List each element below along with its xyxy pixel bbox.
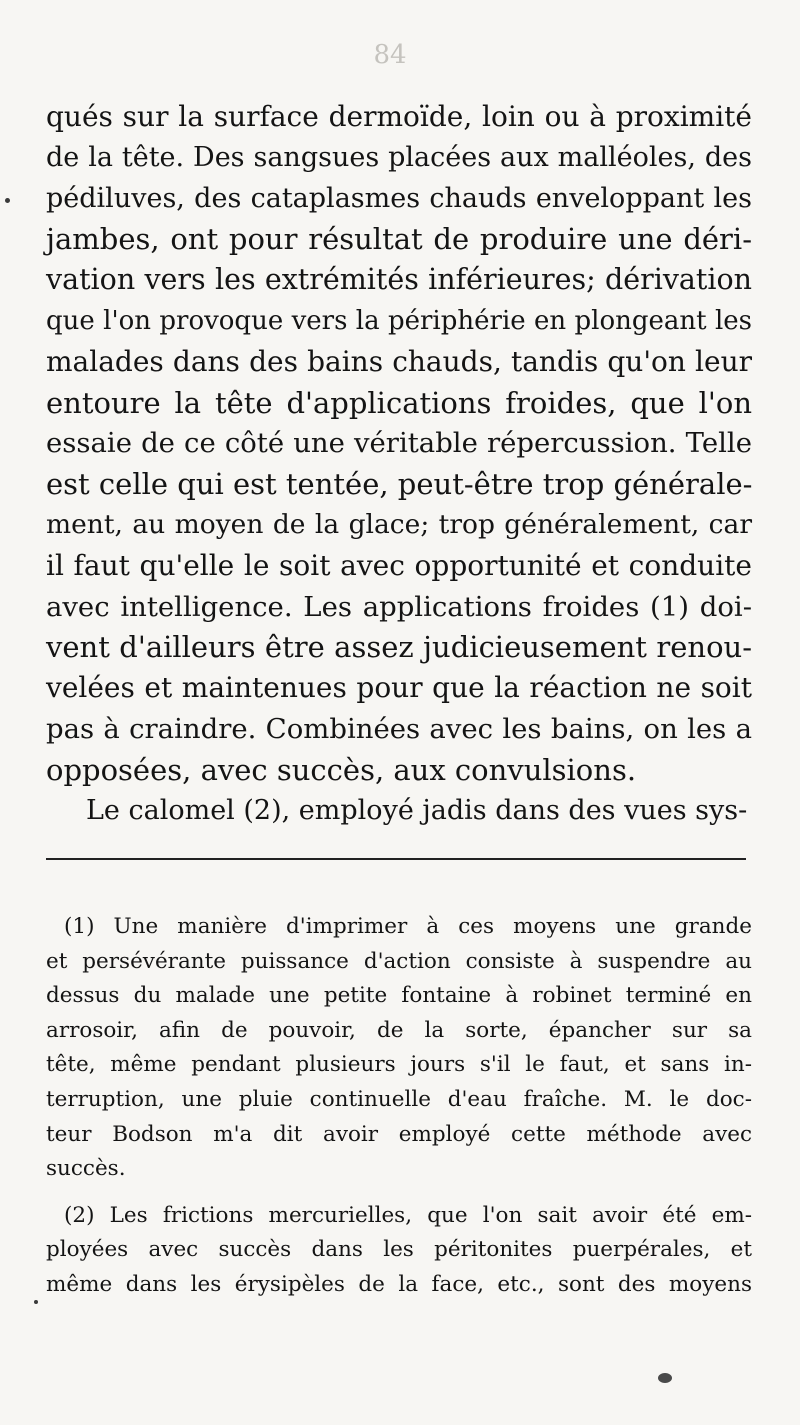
footnote-line: arrosoir, afin de pouvoir, de la sorte, épancher sur sa [46,1017,752,1043]
body-line: pédiluves, des cataplasmes chauds enveloppant les [46,182,752,214]
body-line: ment, au moyen de la glace; trop généralement, car [46,508,752,540]
footnote-separator-rule [46,858,746,860]
footnote-line: terruption, une pluie continuelle d'eau fraîche. M. le doc- [46,1086,752,1112]
footnote-line: (1) Une manière d'imprimer à ces moyens une grande [64,914,752,939]
body-line: velées et maintenues pour que la réaction ne soit [46,671,752,705]
footnotes [46,910,752,1315]
body-line: est celle qui est tentée, peut-être trop générale- [46,467,753,502]
body-line: vation vers les extrémités inférieures; dérivation [46,263,752,297]
body-text [46,97,752,831]
body-line: essaie de ce côté une véritable répercussion. Telle [46,427,752,460]
footnote-line: tête, même pendant plusieurs jours s'il le faut, et sans in- [46,1052,752,1078]
body-line: de la tête. Des sangsues placées aux malléoles, des [46,141,752,173]
ink-speck [5,198,10,203]
body-line: Le calomel (2), employé jadis dans des vues sys- [86,794,748,826]
body-line: opposées, avec succès, aux convulsions. [46,752,637,787]
footnote-1 [46,910,752,1187]
footnote-line: ployées avec succès dans les péritonites puerpérales, et [46,1237,752,1263]
body-line: pas à craindre. Combinées avec les bains, on les a [46,712,752,745]
footnote-line: teur Bodson m'a dit avoir employé cette méthode avec [46,1121,752,1147]
page-number: 84 [373,40,407,70]
footnote-2 [46,1199,752,1303]
footnote-line: et persévérante puissance d'action consiste à suspendre au [46,948,752,974]
ink-speck [34,1300,38,1304]
footnote-line: même dans les érysipèles de la face, etc., sont des moyens [46,1271,752,1297]
body-line: avec intelligence. Les applications froides (1) doi- [46,590,752,623]
body-line: qués sur la surface dermoïde, loin ou à proximité [46,100,752,133]
body-line: il faut qu'elle le soit avec opportunité et conduite [46,548,752,582]
body-line: entoure la tête d'applications froides, que l'on [46,385,752,420]
body-line: jambes, ont pour résultat de produire une déri- [46,222,752,257]
body-line: que l'on provoque vers la périphérie en plongeant les [46,305,752,336]
body-line: vent d'ailleurs être assez judicieusement renou- [46,630,752,665]
footnote-line: dessus du malade une petite fontaine à robinet terminé en [46,983,752,1009]
footnote-line: (2) Les frictions mercurielles, que l'on sait avoir été em- [64,1202,752,1228]
body-line: malades dans des bains chauds, tandis qu'on leur [46,344,752,378]
footnote-line: succès. [46,1156,126,1182]
ink-blot [658,1373,672,1383]
